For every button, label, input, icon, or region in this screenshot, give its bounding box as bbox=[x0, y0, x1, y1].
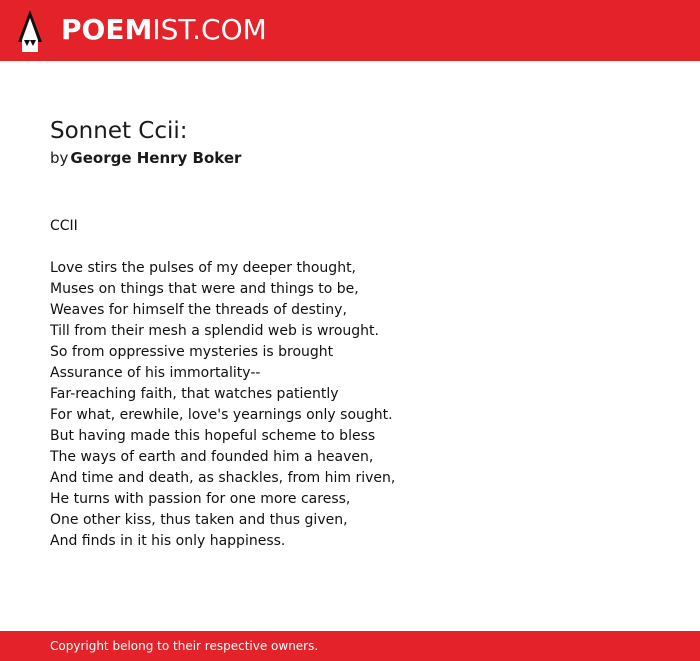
poem-content bbox=[50, 116, 670, 552]
poem-line: Assurance of his immortality-- bbox=[50, 365, 261, 381]
site-header bbox=[0, 0, 700, 61]
poem-line: So from oppressive mysteries is brought bbox=[50, 344, 334, 360]
poem-lines bbox=[50, 258, 670, 552]
poem-line: He turns with passion for one more caress, bbox=[50, 491, 351, 507]
poem-section-label: CCII bbox=[50, 218, 78, 234]
poem-line: Muses on things that were and things to be, bbox=[50, 281, 359, 297]
poem-line: But having made this hopeful scheme to bless bbox=[50, 428, 376, 444]
poem-line: And finds in it his only happiness. bbox=[50, 533, 286, 549]
poem-line: Till from their mesh a splendid web is wrought. bbox=[50, 323, 379, 339]
poem-line: The ways of earth and founded him a heaven, bbox=[50, 449, 374, 465]
copyright-notice: Copyright belong to their respective owners. bbox=[50, 639, 319, 653]
site-footer bbox=[0, 631, 700, 661]
poem-author: George Henry Boker bbox=[70, 149, 242, 167]
by-prefix: by bbox=[50, 149, 69, 167]
poem-line: Weaves for himself the threads of destiny, bbox=[50, 302, 347, 318]
site-logo[interactable] bbox=[61, 12, 267, 48]
brand-light: IST.COM bbox=[152, 13, 267, 46]
poem-byline bbox=[50, 148, 670, 168]
poem-line: Love stirs the pulses of my deeper thought, bbox=[50, 260, 357, 276]
poem-line: For what, erewhile, love's yearnings only sought. bbox=[50, 407, 393, 423]
pencil-tip-icon[interactable] bbox=[18, 10, 42, 52]
poem-line: One other kiss, thus taken and thus given, bbox=[50, 512, 348, 528]
poem-line: Far-reaching faith, that watches patiently bbox=[50, 386, 339, 402]
brand-bold: POEM bbox=[61, 13, 153, 46]
poem-title: Sonnet Ccii: bbox=[50, 118, 188, 144]
poem-line: And time and death, as shackles, from him riven, bbox=[50, 470, 396, 486]
